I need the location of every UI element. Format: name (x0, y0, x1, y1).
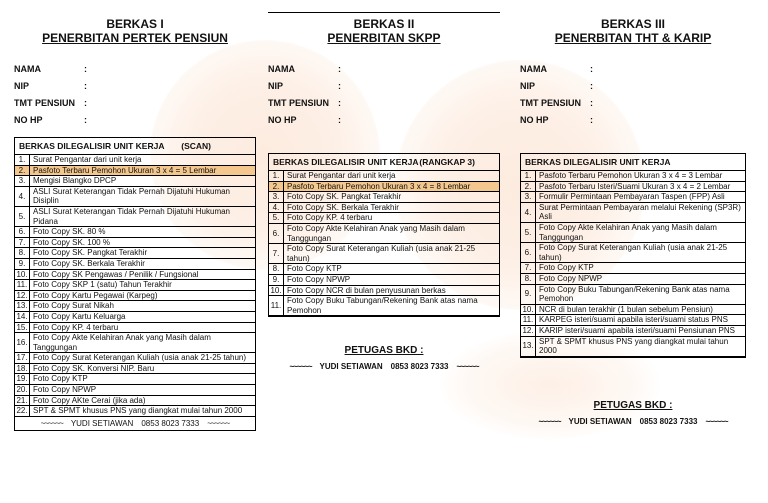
item-number: 7. (269, 244, 284, 264)
contact-line: ~~~~~~ YUDI SETIAWAN 0853 8023 7333 ~~~~~~ (289, 362, 479, 372)
item-text: Foto Copy Akte Kelahiran Anak yang Masih dalam Tanggungan (30, 333, 256, 353)
item-text: SPT & SPMT khusus PNS yang diangkat mulai tahun 2000 (30, 406, 256, 417)
item-text: Surat Pengantar dari unit kerja (30, 155, 256, 165)
item-text: Foto Copy Akte Kelahiran Anak yang Masih dalam Tanggungan (284, 223, 500, 243)
item-text: Foto Copy NPWP (536, 273, 746, 284)
checklist-row (15, 353, 255, 364)
item-number: 13. (521, 336, 536, 356)
berkas-1-checklist (14, 137, 256, 431)
checklist-row (15, 176, 255, 187)
item-number: 2. (15, 165, 30, 176)
item-number: 10. (522, 304, 534, 314)
item-text: Foto Copy KP. 4 terbaru (30, 322, 256, 333)
checklist-row (15, 322, 255, 333)
berkas-1-fields (14, 61, 256, 129)
checklist-row (521, 181, 745, 192)
checklist-row (15, 186, 255, 206)
item-text: Foto Copy SK. 80 % (30, 227, 256, 238)
item-text: Pasfoto Terbaru Pemohon Ukuran 3 x 4 = 5 Lembar (30, 165, 256, 176)
field-no-hp: NO HP : (268, 115, 341, 125)
checklist-row (269, 274, 499, 285)
item-text: Foto Copy SK. 100 % (30, 237, 256, 248)
berkas-3-subtitle: PENERBITAN THT & KARIP (554, 31, 712, 45)
berkas-1-subtitle: PENERBITAN PERTEK PENSIUN (42, 31, 228, 45)
item-number: 22. (16, 406, 28, 416)
item-number: 8. (15, 248, 30, 259)
item-number: 5. (15, 206, 30, 226)
item-text: Foto Copy SK. Konversi NIP. Baru (30, 363, 256, 374)
checklist-row (15, 290, 255, 301)
item-number: 5. (521, 222, 536, 242)
checklist-table (521, 171, 745, 357)
item-text: Foto Copy Surat Nikah (30, 301, 256, 312)
item-text: Foto Copy SK. Berkala Terakhir (30, 258, 256, 269)
item-number: 6. (269, 223, 284, 243)
checklist-row (521, 243, 745, 263)
field-no-hp: NO HP : (14, 115, 87, 125)
item-text: Pasfoto Terbaru Pemohon Ukuran 3 x 4 = 8 Lembar (284, 181, 500, 192)
checklist-row (521, 192, 745, 203)
item-number: 3. (15, 176, 30, 187)
checklist-row (15, 206, 255, 226)
item-text: ASLI Surat Keterangan Tidak Pernah Dijatuhi Hukuman Pidana (30, 206, 256, 226)
checklist-row (521, 325, 745, 336)
item-number: 21. (16, 395, 28, 405)
checklist-row (521, 284, 745, 304)
item-text: SPT & SPMT khusus PNS yang diangkat mulai tahun 2000 (536, 336, 746, 356)
checklist-row (15, 301, 255, 312)
field-nama: NAMA : (520, 64, 593, 74)
checklist-row (15, 165, 255, 176)
item-number: 8. (269, 264, 284, 275)
berkas-2-checklist (268, 153, 500, 317)
checklist-row (521, 336, 745, 356)
checklist-row (15, 280, 255, 291)
checklist-row (269, 171, 499, 181)
checklist-row (521, 315, 745, 326)
item-number: 6. (521, 243, 536, 263)
item-number: 1. (521, 171, 536, 181)
contact-line: ~~~~~~ YUDI SETIAWAN 0853 8023 7333 ~~~~~~ (538, 416, 728, 426)
checklist-row (15, 395, 255, 406)
checklist-row (15, 311, 255, 322)
field-tmt-pensiun: TMT PENSIUN : (268, 98, 341, 108)
item-text: Foto Copy Surat Keterangan Kuliah (usia anak 21-25 tahun) (30, 353, 256, 364)
item-text: Surat Permintaan Pembayaran melalui Rekening (SP3R) Asli (536, 202, 746, 222)
item-text: Foto Copy Kartu Pegawai (Karpeg) (30, 290, 256, 301)
item-text: Foto Copy SK. Pangkat Terakhir (30, 248, 256, 259)
item-text: Foto Copy AKte Cerai (jika ada) (30, 395, 256, 406)
field-nama: NAMA : (14, 64, 87, 74)
checklist-row (521, 263, 745, 274)
item-number: 11. (15, 280, 30, 291)
berkas-1-column (14, 0, 256, 431)
item-text: Foto Copy NPWP (30, 385, 256, 396)
checklist-table (15, 155, 255, 417)
petugas-label: PETUGAS BKD : (344, 345, 424, 357)
berkas-3-title: BERKAS III (600, 17, 665, 31)
checklist-row (269, 244, 499, 264)
item-number: 7. (15, 237, 30, 248)
item-text: Foto Copy Buku Tabungan/Rekening Bank atas nama Pemohon (536, 284, 746, 304)
item-number: 1. (15, 155, 30, 165)
item-number: 3. (269, 192, 284, 203)
item-text: Mengisi Blangko DPCP (30, 176, 256, 187)
item-text: KARIP isteri/suami apabila isteri/suami Pensiunan PNS (536, 325, 746, 336)
checklist-row (269, 285, 499, 296)
checklist-row (15, 227, 255, 238)
item-number: 10. (270, 285, 282, 295)
field-nip: NIP : (268, 81, 341, 91)
berkas-2-fields (268, 61, 500, 129)
item-text: Foto Copy KP. 4 terbaru (284, 213, 500, 224)
field-tmt-pensiun: TMT PENSIUN : (14, 98, 87, 108)
item-text: Foto Copy SK. Berkala Terakhir (284, 202, 500, 213)
berkas-2-subtitle: PENERBITAN SKPP (327, 31, 441, 45)
checklist-row (269, 202, 499, 213)
item-number: 4. (15, 186, 30, 206)
contact-line: ~~~~~~ YUDI SETIAWAN 0853 8023 7333 ~~~~~~ (40, 418, 230, 428)
berkas-3-column (520, 0, 746, 426)
item-number: 14. (16, 311, 28, 321)
item-number: 4. (521, 202, 536, 222)
checklist-row (15, 237, 255, 248)
berkas-3-checklist (520, 153, 746, 358)
petugas-label: PETUGAS BKD : (593, 399, 673, 411)
item-number: 7. (521, 263, 536, 274)
item-text: NCR di bulan terakhir (1 bulan sebelum Pensiun) (536, 304, 746, 315)
item-number: 18. (16, 363, 28, 373)
item-text: ASLI Surat Keterangan Tidak Pernah Dijatuhi Hukuman Disiplin (30, 186, 256, 206)
checklist-row (521, 222, 745, 242)
petugas-section (520, 400, 746, 426)
berkas-2-column (268, 0, 500, 371)
item-number: 2. (521, 181, 536, 192)
item-number: 2. (269, 181, 284, 192)
item-text: Foto Copy KTP (536, 263, 746, 274)
checklist-row (521, 171, 745, 181)
item-number: 3. (521, 192, 536, 203)
item-text: Formulir Permintaan Pembayaran Taspen (FPP) Asli (536, 192, 746, 203)
berkas-3-fields (520, 61, 746, 129)
berkas-1-title: BERKAS I (106, 17, 164, 31)
checklist-row (15, 248, 255, 259)
checklist-row (15, 363, 255, 374)
item-text: Foto Copy SK Pengawas / Penilik / Fungsional (30, 269, 256, 280)
item-text: KARPEG isteri/suami apabila isteri/suami status PNS (536, 315, 746, 326)
item-number: 15. (16, 322, 28, 332)
checklist-header: BERKAS DILEGALISIR UNIT KERJA (SCAN) (15, 138, 255, 155)
field-no-hp: NO HP : (520, 115, 593, 125)
item-text: Foto Copy Surat Keterangan Kuliah (usia anak 21-25 tahun) (284, 244, 500, 264)
item-text: Foto Copy SK. Pangkat Terakhir (284, 192, 500, 203)
checklist-row (269, 192, 499, 203)
item-number: 11. (521, 315, 536, 326)
item-text: Foto Copy SKP 1 (satu) Tahun Terakhir (30, 280, 256, 291)
item-number: 13. (16, 301, 28, 311)
checklist-row (521, 304, 745, 315)
checklist-row (15, 155, 255, 165)
item-number: 9. (15, 258, 30, 269)
checklist-table (269, 171, 499, 316)
checklist-row (15, 269, 255, 280)
field-tmt-pensiun: TMT PENSIUN : (520, 98, 593, 108)
item-number: 6. (15, 227, 30, 238)
checklist-header: BERKAS DILEGALISIR UNIT KERJA (RANGKAP 3) (269, 154, 499, 171)
berkas-2-title: BERKAS II (353, 17, 415, 31)
checklist-row (15, 385, 255, 396)
checklist-row (15, 333, 255, 353)
field-nip: NIP : (14, 81, 87, 91)
item-number: 5. (269, 213, 284, 224)
checklist-row (15, 374, 255, 385)
item-text: Foto Copy NPWP (284, 274, 500, 285)
item-number: 16. (15, 333, 30, 353)
item-text: Pasfoto Terbaru Pemohon Ukuran 3 x 4 = 3 Lembar (536, 171, 746, 181)
field-nip: NIP : (520, 81, 593, 91)
checklist-row (521, 273, 745, 284)
item-text: Pasfoto Terbaru Isteri/Suami Ukuran 3 x 4 = 2 Lembar (536, 181, 746, 192)
petugas-section (268, 345, 500, 371)
item-text: Foto Copy Akte Kelahiran Anak yang Masih dalam Tanggungan (536, 222, 746, 242)
checklist-row (269, 213, 499, 224)
item-number: 12. (522, 325, 534, 335)
item-number: 20. (16, 385, 28, 395)
item-number: 9. (269, 274, 284, 285)
item-number: 4. (269, 202, 284, 213)
item-number: 19. (16, 374, 28, 384)
item-number: 10. (16, 269, 28, 279)
checklist-row (15, 406, 255, 417)
checklist-header: BERKAS DILEGALISIR UNIT KERJA (521, 154, 745, 171)
checklist-row (521, 202, 745, 222)
item-text: Foto Copy Buku Tabungan/Rekening Bank atas nama Pemohon (284, 296, 500, 316)
item-text: Foto Copy Kartu Keluarga (30, 311, 256, 322)
checklist-row (269, 296, 499, 316)
item-text: Foto Copy KTP (284, 264, 500, 275)
checklist-row (269, 223, 499, 243)
field-nama: NAMA : (268, 64, 341, 74)
item-text: Foto Copy Surat Keterangan Kuliah (usia anak 21-25 tahun) (536, 243, 746, 263)
item-number: 17. (16, 353, 28, 363)
item-number: 1. (269, 171, 284, 181)
checklist-row (269, 181, 499, 192)
checklist-row (269, 264, 499, 275)
item-number: 11. (269, 296, 284, 316)
checklist-row (15, 258, 255, 269)
item-number: 12. (16, 290, 28, 300)
item-text: Surat Pengantar dari unit kerja (284, 171, 500, 181)
item-number: 9. (521, 284, 536, 304)
item-number: 8. (521, 273, 536, 284)
item-text: Foto Copy KTP (30, 374, 256, 385)
item-text: Foto Copy NCR di bulan penyusunan berkas (284, 285, 500, 296)
